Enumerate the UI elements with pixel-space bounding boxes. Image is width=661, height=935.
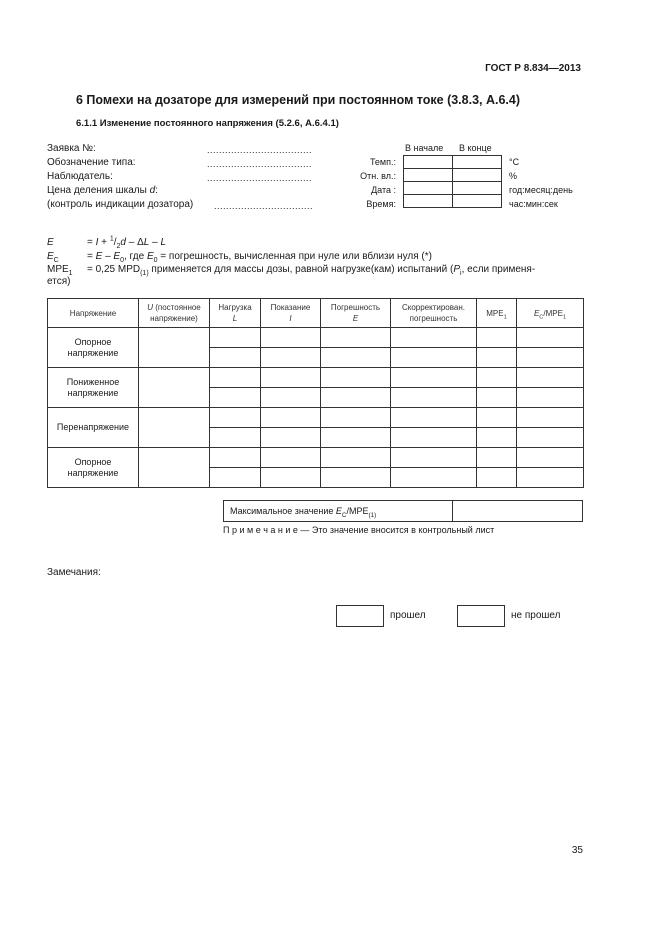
table-note (223, 525, 494, 535)
max-value-table (223, 500, 583, 522)
table-cell[interactable] (321, 468, 391, 488)
table-cell[interactable] (210, 348, 261, 368)
section-title: 6 Помехи на дозаторе для измерений при постоянном токе (3.8.3, А.6.4) (76, 93, 521, 107)
field-observer-fill[interactable]: ................................... (207, 173, 313, 183)
table-cell[interactable] (477, 448, 517, 468)
table-cell[interactable] (210, 408, 261, 428)
env-time-unit: час:мин:сек (509, 199, 558, 209)
table-cell[interactable] (261, 448, 321, 468)
env-date-label: Дата : (371, 185, 396, 195)
table-cell[interactable] (391, 388, 477, 408)
table-cell[interactable] (139, 368, 210, 408)
table-cell[interactable] (477, 468, 517, 488)
table-cell[interactable] (517, 468, 584, 488)
env-humidity-unit: % (509, 171, 518, 181)
formula-ec-definition: = E – $E_0$, где $E_0$ = погрешность, вычисленная при нуле или вблизи нуля (*) (87, 251, 432, 264)
table-cell[interactable] (210, 328, 261, 348)
env-cell[interactable] (404, 182, 453, 195)
table-cell[interactable] (391, 408, 477, 428)
table-cell[interactable] (477, 388, 517, 408)
table-cell[interactable] (517, 368, 584, 388)
group-low-voltage: Пониженное напряжение (48, 368, 139, 408)
table-cell[interactable] (477, 368, 517, 388)
env-cell[interactable] (453, 156, 502, 169)
table-cell[interactable] (391, 448, 477, 468)
env-date-unit: год:месяц:день (509, 185, 573, 195)
remarks-label: Замечания: (47, 567, 101, 578)
field-scale-label: Цена деления шкалы d: (47, 185, 158, 196)
field-observer-label: Наблюдатель: (47, 171, 113, 182)
formula-e-definition: = $I + ^1/_2d - \Delta L - L$ (87, 235, 167, 250)
table-cell[interactable] (477, 348, 517, 368)
table-cell[interactable] (391, 468, 477, 488)
page-number: 35 (571, 845, 583, 856)
env-cell[interactable] (453, 169, 502, 182)
table-cell[interactable] (477, 408, 517, 428)
formula-e-symbol: E (47, 237, 54, 248)
group-reference-voltage-2: Опорное напряжение (48, 448, 139, 488)
env-col-end: В конце (459, 143, 492, 153)
header-mpe: $MPE_1$ (477, 299, 517, 328)
header-ec-mpe: $E_C/MPE_1$ (517, 299, 584, 328)
table-cell[interactable] (210, 468, 261, 488)
note-lead: П р и м е ч а н и е (223, 525, 298, 535)
formula-ec-symbol: $E_C$ (47, 251, 59, 264)
table-cell[interactable] (477, 428, 517, 448)
table-cell[interactable] (517, 448, 584, 468)
header-corrected-error: Скорректирован. погрешность (391, 299, 477, 328)
header-load: Нагрузка L (210, 299, 261, 328)
group-reference-voltage: Опорное напряжение (48, 328, 139, 368)
field-application-fill[interactable]: ................................... (207, 145, 313, 155)
header-u: U (постоянное напряжение) (139, 299, 210, 328)
field-type-label: Обозначение типа: (47, 157, 136, 168)
table-cell[interactable] (139, 448, 210, 488)
table-cell[interactable] (517, 408, 584, 428)
table-cell[interactable] (391, 328, 477, 348)
table-cell[interactable] (261, 388, 321, 408)
table-row (48, 368, 584, 388)
env-cell[interactable] (404, 156, 453, 169)
env-cell[interactable] (453, 182, 502, 195)
env-cell[interactable] (404, 169, 453, 182)
table-cell[interactable] (321, 428, 391, 448)
table-cell[interactable] (391, 428, 477, 448)
env-table (403, 155, 502, 208)
table-cell[interactable] (321, 448, 391, 468)
passed-checkbox[interactable] (336, 605, 384, 627)
failed-checkbox[interactable] (457, 605, 505, 627)
table-cell[interactable] (517, 328, 584, 348)
header-voltage: Напряжение (48, 299, 139, 328)
table-cell[interactable] (321, 328, 391, 348)
table-cell[interactable] (321, 368, 391, 388)
table-cell[interactable] (139, 328, 210, 368)
header-error: Погрешность E (321, 299, 391, 328)
passed-label: прошел (390, 610, 426, 621)
standard-code: ГОСТ Р 8.834—2013 (485, 63, 581, 74)
env-humidity-label: Отн. вл.: (360, 171, 396, 181)
table-cell[interactable] (210, 428, 261, 448)
formula-mpe-continuation: ется) (47, 276, 71, 287)
table-cell[interactable] (261, 468, 321, 488)
measurement-table (47, 298, 584, 488)
field-control-label: (контроль индикации дозатора) (47, 199, 194, 210)
env-temp-label: Темп.: (369, 157, 396, 167)
table-row (48, 448, 584, 468)
env-col-start: В начале (405, 143, 444, 153)
table-row (48, 328, 584, 348)
table-cell[interactable] (391, 348, 477, 368)
max-value-cell[interactable] (453, 501, 583, 522)
table-cell[interactable] (321, 348, 391, 368)
table-cell[interactable] (321, 388, 391, 408)
table-cell[interactable] (261, 428, 321, 448)
table-cell[interactable] (139, 408, 210, 448)
table-cell[interactable] (261, 368, 321, 388)
formula-mpe-symbol: $MPE_1$ (47, 264, 73, 277)
table-cell[interactable] (210, 368, 261, 388)
table-cell[interactable] (517, 428, 584, 448)
env-cell[interactable] (404, 195, 453, 208)
env-time-label: Время: (366, 199, 396, 209)
env-temp-unit: °C (509, 157, 520, 167)
table-cell[interactable] (261, 328, 321, 348)
table-cell[interactable] (517, 348, 584, 368)
field-control-fill[interactable]: ................................. (214, 201, 314, 211)
header-indication: Показание I (261, 299, 321, 328)
field-application-label: Заявка №: (47, 143, 96, 154)
table-cell[interactable] (210, 388, 261, 408)
note-text: — Это значение вносится в контрольный лист (297, 525, 495, 535)
table-cell[interactable] (321, 408, 391, 428)
table-cell[interactable] (477, 328, 517, 348)
table-cell[interactable] (261, 348, 321, 368)
group-overvoltage: Перенапряжение (48, 408, 139, 448)
table-row (48, 408, 584, 428)
section-subtitle: 6.1.1 Изменение постоянного напряжения (5.2.6, А.6.4.1) (76, 118, 339, 129)
formula-mpe-definition: = 0,25 $MPD_{(1)}$ применяется для массы дозы, равной нагрузке(кам) испытаний ($P_i$, если применя- (87, 264, 536, 277)
table-cell[interactable] (391, 368, 477, 388)
table-cell[interactable] (210, 448, 261, 468)
table-cell[interactable] (261, 408, 321, 428)
failed-label: не прошел (511, 610, 561, 621)
env-cell[interactable] (453, 195, 502, 208)
max-value-label: Максимальное значение $E_C/MPE_{(1)}$ (224, 501, 453, 522)
field-type-fill[interactable]: ................................... (207, 159, 313, 169)
table-cell[interactable] (517, 388, 584, 408)
